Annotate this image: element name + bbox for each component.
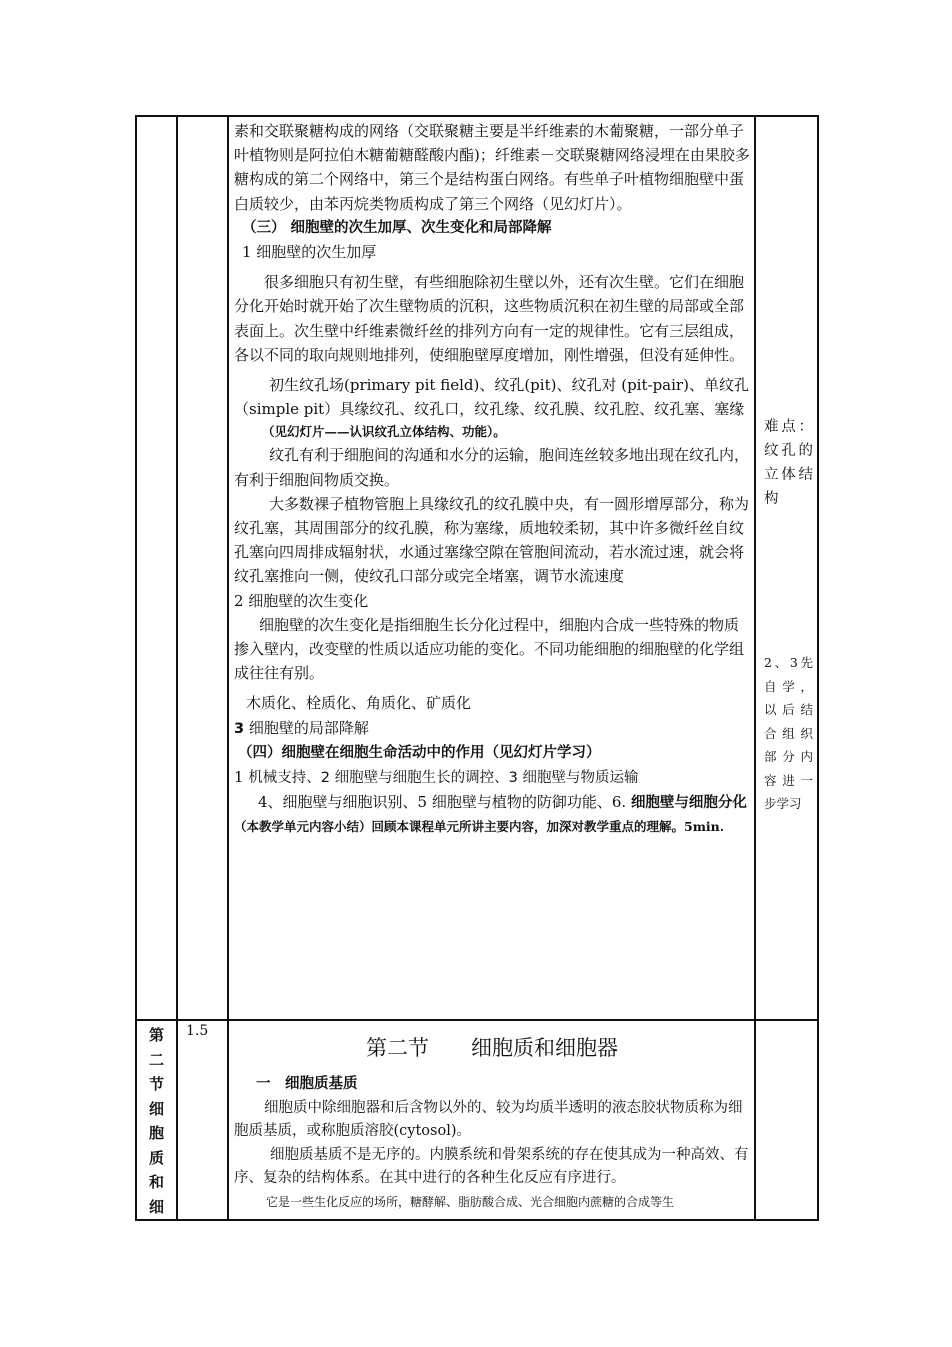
section-cell-upper: [136, 116, 177, 1020]
note-difficulty: 难点：纹孔的立体结构: [764, 419, 813, 507]
content-cell-lower: [228, 1020, 755, 1220]
unit-summary: （本教学单元内容小结）回顾本课程单元所讲主要内容，加深对教学重点的理解。5min.: [234, 819, 725, 835]
hours-cell-upper: [177, 116, 228, 1020]
section-label-char: 质: [148, 1148, 164, 1167]
lesson-plan-table: [135, 115, 819, 1221]
section-label-char: 细: [148, 1099, 164, 1118]
note-self-study: 2、3先自学，以后结合组织部分内容进一步学习: [764, 655, 813, 811]
paragraph-matrix-reactions: 它是一些生化反应的场所，糖酵解、脂肪酸合成、光合细胞内蔗糖的合成等生: [266, 1194, 675, 1209]
note-cell-upper: [755, 116, 818, 1020]
paragraph-pit-terms: 初生纹孔场(primary pit field)、纹孔(pit)、纹孔对 (pit-pair)、单纹孔（simple pit）具缘纹孔、纹孔口，纹孔缘、纹孔膜、纹孔腔、纹孔塞、塞缘: [234, 376, 749, 419]
hours-cell-lower: [177, 1020, 228, 1220]
paragraph-network: 素和交联聚糖构成的网络（交联聚糖主要是半纤维素的木葡聚糖，一部分单子叶植物则是阿拉伯木糖葡糖醛酸内酯)；纤维素－交联聚糖网络浸埋在由果胶多糖构成的第二个网络中，第三个是结构蛋白网络。有些单子叶植物细胞壁中蛋白质较少，由苯丙烷类物质构成了第三个网络（见幻灯片）。: [234, 122, 750, 213]
subheading-local-degradation: [234, 716, 750, 741]
paragraph-secondary-change: 细胞壁的次生变化是指细胞生长分化过程中，细胞内合成一些特殊的物质掺入壁内，改变壁的性质以适应功能的变化。不同功能细胞的细胞壁的化学组成往往有别。: [234, 615, 745, 683]
paragraph-matrix-order: 细胞质基质不是无序的。内膜系统和骨架系统的存在使其成为一种高效、有序、复杂的结构体系。在其中进行的各种生化反应有序进行。: [234, 1146, 749, 1186]
heading-cytoplasmic-matrix: 一 细胞质基质: [256, 1076, 358, 1092]
section-label-vertical: [137, 1021, 176, 1219]
functions-number: 1: [234, 768, 249, 787]
paragraph-change-types: 木质化、栓质化、角质化、矿质化: [246, 694, 472, 713]
paragraph-matrix-definition: 细胞质中除细胞器和后含物以外的、较为均质半透明的液态胶状物质称为细胞质基质，或称胞质溶胶(cytosol)。: [234, 1099, 743, 1139]
functions-text-bold: 细胞壁与细胞分化: [630, 795, 747, 812]
section-label-char: 二: [148, 1050, 164, 1069]
section-label-char: 胞: [148, 1124, 164, 1142]
section-label-char: 节: [148, 1075, 164, 1093]
table-row-lower: [136, 1020, 818, 1220]
section-cell-lower: [136, 1020, 177, 1220]
subheading-number: 3: [234, 720, 245, 737]
paragraph-torus: 大多数裸子植物管胞上具缘纹孔的纹孔膜中央，有一圆形增厚部分，称为纹孔塞，其周围部分的纹孔膜，称为塞缘，质地较柔韧，其中许多微纤丝自纹孔塞向四周排成辐射状，水通过塞缘空隙在管胞间流动，若水流过速，就会将纹孔塞推向一侧，使纹孔口部分或完全堵塞，调节水流速度: [234, 494, 750, 586]
section-title: 第二节 细胞质和细胞器: [366, 1036, 618, 1060]
functions-line-2: [234, 790, 750, 815]
section-label-char: 细: [148, 1197, 164, 1216]
paragraph-pit-function: 纹孔有利于细胞间的沟通和水分的运输，胞间连丝较多地出现在纹孔内，有利于细胞间物质交换。: [234, 446, 750, 489]
content-cell-upper: [228, 116, 755, 1020]
subheading-text: 细胞壁的局部降解: [244, 718, 369, 737]
functions-text: 机械支持、2 细胞壁与细胞生长的调控、3 细胞壁与物质运输: [248, 770, 639, 787]
paragraph-secondary-wall: 很多细胞只有初生壁，有些细胞除初生壁以外，还有次生壁。它们在细胞分化开始时就开始了次生壁物质的沉积，这些物质沉积在初生壁的局部或全部表面上。次生壁中纤维素微纤丝的排列方向有一定的规律性。它有三层组成，各以不同的取向规则地排列，使细胞壁厚度增加，刚性增强，但没有延伸性。: [234, 273, 745, 364]
subheading-secondary-change: 2 细胞壁的次生变化: [234, 591, 369, 610]
heading-wall-roles: （四）细胞壁在细胞生命活动中的作用（见幻灯片学习）: [238, 744, 601, 761]
heading-secondary-thickening: （三） 细胞壁的次生加厚、次生变化和局部降解: [242, 219, 552, 236]
table-row-upper: [136, 116, 818, 1020]
slide-note: （见幻灯片——认识纹孔立体结构、功能）。: [262, 424, 506, 440]
functions-text-2: 4、细胞壁与细胞识别、5 细胞壁与植物的防御功能、6.: [258, 793, 631, 812]
subheading-secondary-thickening: 1 细胞壁的次生加厚: [242, 243, 377, 262]
section-label-char: 第: [148, 1026, 164, 1044]
class-hours: 1.5: [186, 1023, 209, 1039]
note-cell-lower: [755, 1020, 818, 1220]
functions-line-1: [234, 765, 750, 790]
section-label-char: 和: [148, 1173, 164, 1191]
